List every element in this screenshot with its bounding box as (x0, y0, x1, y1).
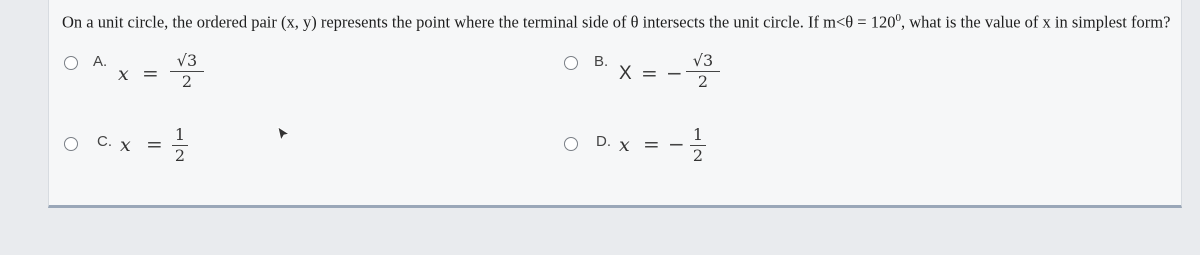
option-b-fraction (686, 52, 720, 91)
option-a-radicand: 3 (187, 51, 198, 70)
option-b-variable: X (619, 63, 632, 84)
option-a-variable: x (118, 63, 129, 85)
option-d-variable: x (619, 134, 630, 156)
radio-option-c[interactable] (64, 137, 78, 151)
option-d-equals: = (643, 132, 660, 156)
option-a-equals: = (142, 61, 159, 85)
option-a-letter: A. (93, 53, 108, 70)
option-d-letter: D. (596, 133, 611, 150)
option-b-numerator (686, 52, 720, 70)
option-a-fraction (170, 52, 204, 91)
degree-superscript: 0 (895, 12, 901, 24)
option-c-numerator: 1 (174, 125, 186, 144)
option-a-denominator: 2 (181, 72, 193, 91)
radical-sign: √ (176, 51, 187, 70)
mouse-cursor-icon (277, 126, 291, 142)
question-text-main: On a unit circle, the ordered pair (x, y) represents the point where the terminal side of θ intersects the unit circle. If m<θ = 120 (62, 12, 896, 32)
option-d-denominator: 2 (692, 146, 704, 165)
radio-option-a[interactable] (64, 56, 78, 70)
option-d-fraction (690, 126, 706, 165)
option-a-numerator (170, 52, 204, 70)
option-d-minus-sign: − (668, 132, 685, 156)
question-text (62, 12, 1182, 33)
option-d-numerator: 1 (692, 125, 704, 144)
option-c-denominator: 2 (174, 146, 186, 165)
radio-option-b[interactable] (564, 56, 578, 70)
option-c-letter: C. (97, 133, 112, 150)
question-text-end: , what is the value of x in simplest form? (900, 12, 1171, 32)
option-c-variable: x (120, 134, 131, 156)
option-b-equals: = (641, 61, 658, 85)
radio-option-d[interactable] (564, 137, 578, 151)
option-b-minus-sign: − (666, 61, 683, 85)
option-c-equals: = (146, 132, 163, 156)
option-c-fraction (172, 126, 188, 165)
radical-sign: √ (692, 51, 703, 70)
option-b-denominator: 2 (697, 72, 709, 91)
option-b-radicand: 3 (703, 51, 714, 70)
option-b-letter: B. (594, 53, 609, 70)
